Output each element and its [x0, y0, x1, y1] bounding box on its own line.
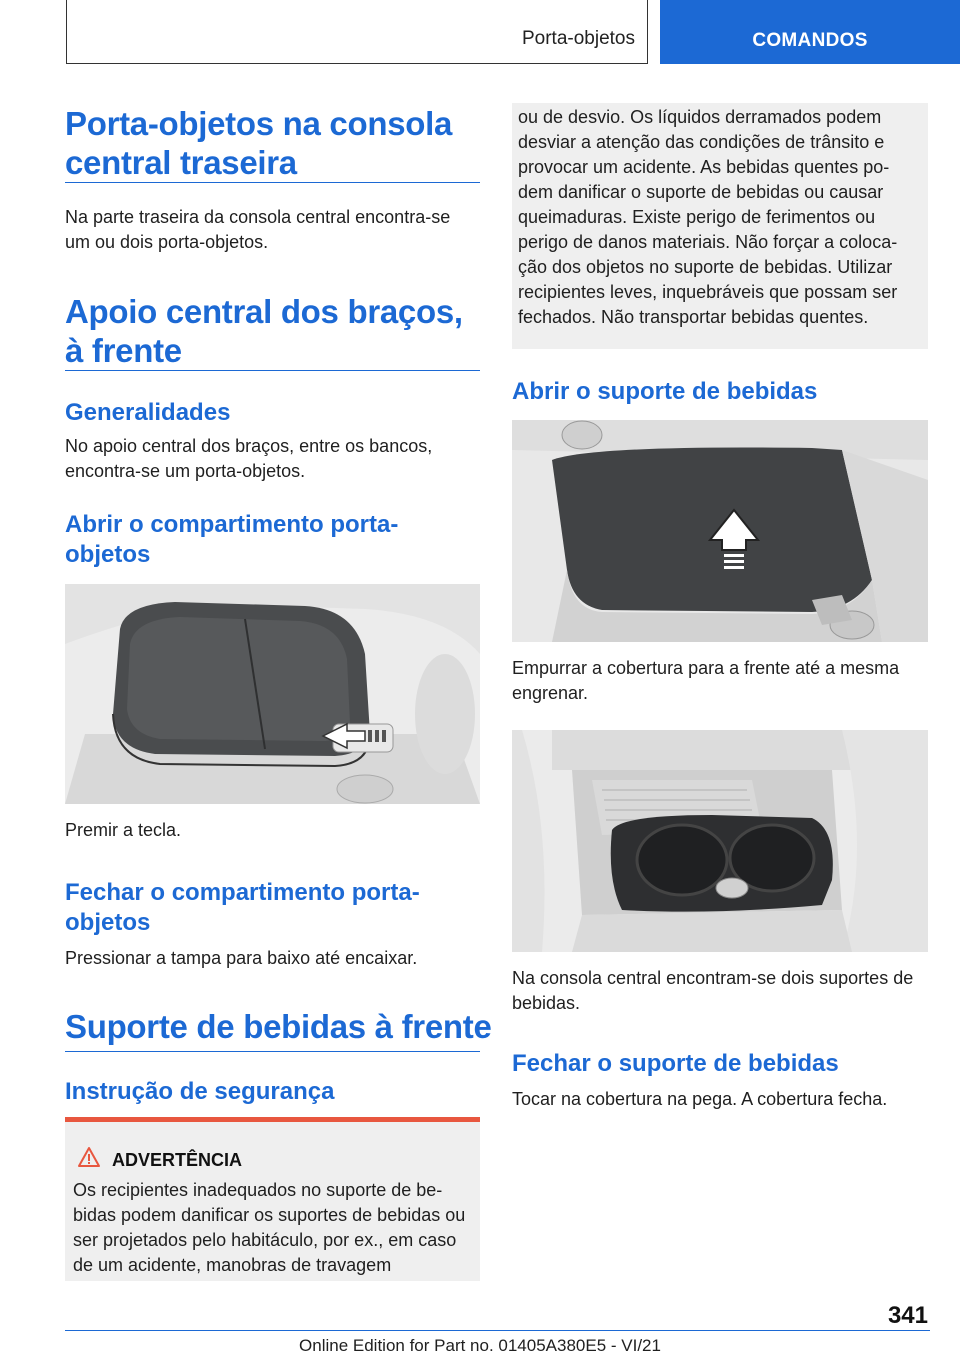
page-number: 341	[887, 1302, 928, 1329]
heading-front-cupholder: Suporte de bebidas à frente	[65, 1008, 492, 1045]
heading-close-compartment: Fechar o compartimento porta-objetos	[65, 879, 420, 936]
armrest-image	[65, 584, 480, 804]
warning-box	[65, 1117, 480, 1281]
heading-general: Generalidades	[65, 399, 231, 426]
warning-title: ADVERTÊNCIA	[112, 1150, 243, 1170]
heading-open-compartment: Abrir o compartimento porta-objetos	[65, 511, 399, 568]
footer-edition: Online Edition for Part no. 01405A380E5 - VI/21	[299, 1336, 661, 1355]
cupholder-cover-image	[512, 420, 928, 642]
header-chapter-tab[interactable]: COMANDOS	[660, 0, 960, 64]
warning-text-continued: ou de desvio. Os líquidos derramados podem desviar a atenção das condições de trânsito e provocar um acidente. As bebidas quentes po-dem danificar o suporte de bebidas ou causar queimaduras. Existe perigo de ferimentos ou perigo de danos materiais. Não forçar a coloca-ção dos objetos no suporte de bebidas. Utilizar recipientes leves, inquebráveis que possam ser fechados. Não transportar bebidas quentes.	[518, 107, 898, 327]
paragraph-close-compartment: Pressionar a tampa para baixo até encaixar.	[65, 948, 418, 968]
paragraph-general: No apoio central dos braços, entre os bancos, encontra-se um porta-objetos.	[65, 436, 433, 481]
warning-box-continued	[512, 103, 928, 349]
heading-rule	[65, 1051, 480, 1052]
heading-open-cupholder: Abrir o suporte de bebidas	[512, 378, 818, 405]
heading-safety: Instrução de segurança	[65, 1078, 335, 1105]
footer-rule	[65, 1330, 930, 1331]
heading-rear-console: Porta-objetos na consola central traseira	[65, 105, 453, 181]
paragraph-close-cupholder: Tocar na cobertura na pega. A cobertura fecha.	[512, 1089, 888, 1109]
heading-close-cupholder: Fechar o suporte de bebidas	[512, 1050, 839, 1077]
paragraph-rear-console: Na parte traseira da consola central encontra-se um ou dois porta-objetos.	[65, 207, 451, 252]
heading-rule	[65, 370, 480, 371]
caption-press-button: Premir a tecla.	[65, 820, 182, 840]
caption-two-cupholders: Na consola central encontram-se dois suportes de bebidas.	[512, 968, 914, 1013]
heading-front-armrest: Apoio central dos braços, à frente	[65, 293, 463, 369]
warning-text: Os recipientes inadequados no suporte de be-bidas podem danificar os suportes de bebidas ou ser projetados pelo habitáculo, por ex., em caso de um acidente, manobras de travagem	[73, 1180, 466, 1275]
cupholders-image	[512, 730, 928, 952]
header-section-title: Porta-objetos	[521, 28, 635, 49]
caption-push-cover: Empurrar a cobertura para a frente até a mesma engrenar.	[512, 658, 900, 703]
heading-rule	[65, 182, 480, 183]
warning-icon	[77, 1146, 101, 1173]
